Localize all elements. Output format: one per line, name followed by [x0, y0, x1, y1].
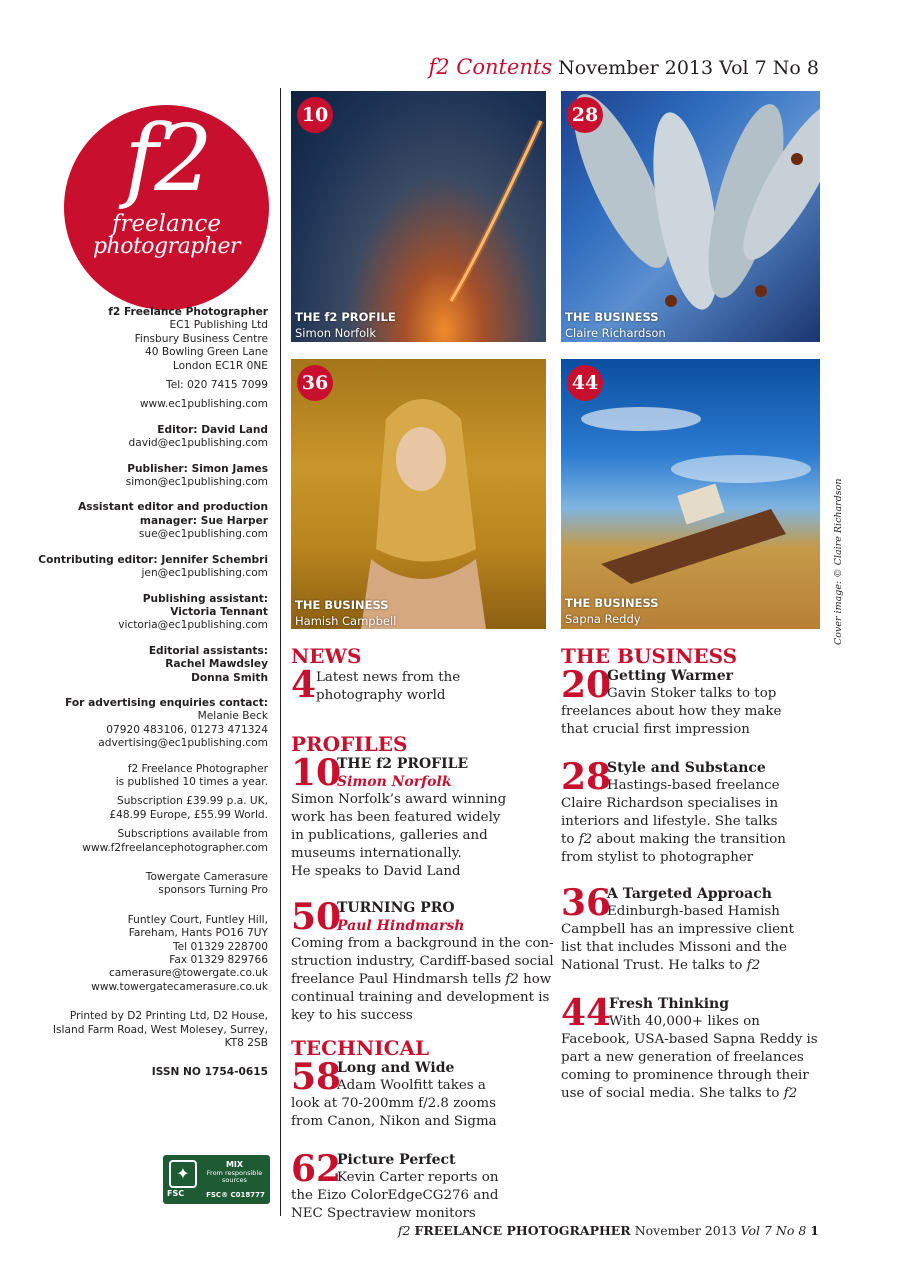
mh-line: EC1 Publishing Ltd — [169, 319, 268, 332]
mh-advertising-phone: 07920 483106, 01273 471324 — [106, 723, 268, 736]
mh-editorial-name: Donna Smith — [191, 671, 268, 684]
tile-hamish-campbell[interactable] — [291, 359, 546, 629]
page-footer — [398, 1223, 819, 1238]
entry-text: National Trust. He talks to — [561, 958, 747, 973]
mh-pub-assistant-email[interactable]: victoria@ec1publishing.com — [118, 619, 268, 632]
entry-fresh-thinking[interactable] — [561, 992, 823, 1103]
issue-label: November 2013 Vol 7 No 8 — [558, 57, 819, 79]
cover-credit: Cover image: © Claire Richardson — [833, 478, 844, 645]
entry-text: key to his success — [291, 1008, 413, 1023]
entry-text: Facebook, USA-based Sapna Reddy is — [561, 1032, 818, 1047]
entry-text: that crucial first impression — [561, 722, 750, 737]
footer-title: FREELANCE PHOTOGRAPHER — [414, 1223, 631, 1238]
mh-sponsor: sponsors Turning Pro — [158, 884, 268, 897]
entry-text: Simon Norfolk’s award winning — [291, 792, 507, 807]
entry-text: freelance Paul Hindmarsh tells — [291, 972, 506, 987]
mh-contributing-email[interactable]: jen@ec1publishing.com — [141, 567, 268, 580]
entry-text: struction industry, Cardiff-based social — [291, 954, 554, 969]
entry-profile[interactable] — [291, 752, 551, 881]
fish-image — [561, 91, 820, 342]
mh-printer: Island Farm Road, West Molesey, Surrey, — [52, 1023, 268, 1036]
entry-news[interactable] — [291, 664, 551, 707]
entry-text: With 40,000+ likes on — [609, 1014, 760, 1029]
entry-text: interiors and lifestyle. She talks — [561, 814, 778, 829]
mh-tel: Tel: 020 7415 7099 — [166, 379, 268, 392]
f2-italic: f2 — [578, 832, 593, 847]
entry-text: Coming from a background in the con- — [291, 936, 554, 951]
entry-text: Kevin Carter reports on — [337, 1170, 499, 1185]
mh-sponsor-address: Fareham, Hants PO16 7UY — [128, 927, 268, 940]
mh-subs-web: Subscriptions available from — [117, 828, 268, 841]
mh-printer: KT8 2SB — [224, 1037, 268, 1050]
mh-frequency: f2 Freelance Photographer — [127, 762, 268, 775]
entry-text: freelances about how they make — [561, 704, 782, 719]
section-title-technical: TECHNICAL — [291, 1036, 430, 1060]
entry-number: 10 — [291, 752, 342, 794]
entry-text: Edinburgh-based Hamish — [607, 904, 780, 919]
entry-text: look at 70-200mm f/2.8 zooms — [291, 1096, 496, 1111]
entry-text: Campbell has an impressive client — [561, 922, 795, 937]
tile-claire-richardson[interactable] — [561, 91, 820, 342]
entry-text: He speaks to David Land — [291, 864, 461, 879]
entry-targeted-approach[interactable] — [561, 882, 823, 975]
f2-logo — [64, 105, 269, 310]
f2-italic: f2 — [746, 958, 761, 973]
footer-date: November 2013 — [634, 1223, 737, 1238]
contents-label: f2 Contents — [428, 55, 553, 79]
mh-subscriptions: Subscription £39.99 p.a. UK, — [116, 795, 268, 808]
entry-title: Fresh Thinking — [609, 996, 729, 1012]
entry-title: Getting Warmer — [607, 668, 734, 684]
mh-advertising-name: Melanie Beck — [197, 710, 268, 723]
entry-number: 36 — [561, 882, 612, 924]
page-number-badge: 10 — [297, 97, 333, 133]
mh-sponsor-fax: Fax 01329 829766 — [169, 954, 268, 967]
mh-frequency: is published 10 times a year. — [115, 775, 268, 788]
mh-publisher: Publisher: Simon James — [127, 462, 268, 475]
fsc-from: From responsible sources — [206, 1169, 263, 1184]
mh-printer: Printed by D2 Printing Ltd, D2 House, — [69, 1010, 268, 1023]
entry-number: 44 — [561, 992, 612, 1034]
entry-turning-pro[interactable] — [291, 896, 554, 1025]
entry-text: to — [561, 832, 579, 847]
fsc-tree-icon: ✦ — [169, 1160, 197, 1188]
page-header — [428, 55, 819, 79]
footer-f2: f2 — [397, 1223, 411, 1238]
entry-text: from stylist to photographer — [561, 850, 754, 865]
entry-picture-perfect[interactable] — [291, 1148, 551, 1223]
entry-number: 50 — [291, 896, 342, 938]
mh-assistant-editor-email[interactable]: sue@ec1publishing.com — [138, 528, 268, 541]
section-title-news: NEWS — [291, 644, 362, 668]
mh-editor: Editor: David Land — [157, 423, 268, 436]
page-number-badge: 44 — [567, 365, 603, 401]
mh-sponsor: Towergate Camerasure — [145, 871, 268, 883]
mh-sponsor-tel: Tel 01329 228700 — [172, 940, 268, 953]
entry-title: Style and Substance — [607, 760, 766, 776]
entry-title: A Targeted Approach — [607, 886, 772, 902]
tile-name: Hamish Campbell — [295, 614, 397, 628]
f2-italic: f2 — [783, 1086, 798, 1101]
entry-getting-warmer[interactable] — [561, 664, 823, 739]
column-divider — [280, 88, 281, 1216]
page-number-badge: 28 — [567, 97, 603, 133]
entry-text: Latest news from the — [316, 670, 461, 685]
fsc-badge — [163, 1155, 270, 1204]
entry-number: 20 — [561, 664, 612, 706]
entry-text: coming to prominence through their — [561, 1068, 809, 1083]
f2-italic: f2 — [505, 972, 519, 987]
entry-text: how — [518, 972, 552, 987]
fsc-code: FSC® C018777 — [206, 1191, 265, 1199]
entry-text: list that includes Missoni and the — [561, 940, 787, 955]
mh-pub-assistant-name: Victoria Tennant — [170, 605, 268, 618]
mh-sponsor-email[interactable]: camerasure@towergate.co.uk — [108, 967, 268, 980]
tile-name: Claire Richardson — [565, 326, 666, 340]
mh-advertising-email[interactable]: advertising@ec1publishing.com — [98, 737, 268, 750]
entry-title: THE f2 PROFILE — [337, 756, 469, 772]
entry-text: work has been featured widely — [291, 810, 501, 825]
mh-pub-assistant: Publishing assistant: — [142, 592, 268, 605]
tile-section: THE BUSINESS — [565, 310, 659, 324]
entry-number: 4 — [291, 664, 317, 706]
entry-text: part a new generation of freelances — [561, 1050, 804, 1065]
section-title-profiles: PROFILES — [291, 732, 408, 756]
mh-advertising: For advertising enquiries contact: — [65, 696, 268, 709]
mh-sponsor-web[interactable]: www.towergatecamerasure.co.uk — [91, 980, 268, 993]
entry-text: Claire Richardson specialises in — [561, 796, 779, 811]
logo-line1: freelance — [111, 211, 222, 237]
entry-text: NEC Spectraview monitors — [291, 1206, 476, 1221]
entry-title: Long and Wide — [337, 1060, 455, 1076]
mh-web[interactable]: www.ec1publishing.com — [139, 398, 268, 411]
entry-title: TURNING PRO — [337, 900, 455, 916]
entry-number: 62 — [291, 1148, 342, 1190]
page-number-badge: 36 — [297, 365, 333, 401]
section-title-business: THE BUSINESS — [561, 644, 738, 668]
entry-number: 58 — [291, 1056, 342, 1098]
fsc-label: FSC — [167, 1189, 185, 1198]
mh-line: f2 Freelance Photographer — [108, 306, 268, 318]
entry-text: Gavin Stoker talks to top — [607, 686, 777, 701]
mh-line: 40 Bowling Green Lane — [144, 346, 268, 359]
entry-number: 28 — [561, 756, 612, 798]
entry-text: Hastings-based freelance — [607, 778, 780, 793]
entry-text: in publications, galleries and — [291, 828, 488, 843]
left-column — [291, 644, 554, 1223]
entry-text: photography world — [316, 688, 446, 703]
tile-name: Sapna Reddy — [565, 612, 641, 626]
boat-image — [561, 359, 820, 629]
footer-page: 1 — [810, 1223, 819, 1238]
fsc-mix: MIX — [225, 1160, 244, 1169]
mh-contributing: Contributing editor: Jennifer Schembri — [38, 553, 268, 566]
mh-subs-web-url[interactable]: www.f2freelancephotographer.com — [82, 841, 268, 854]
entry-text: use of social media. She talks to — [561, 1086, 784, 1101]
mh-editorial-name: Rachel Mawdsley — [165, 658, 268, 671]
masthead — [30, 306, 268, 1092]
mh-editorial: Editorial assistants: — [148, 644, 268, 657]
entry-name: Simon Norfolk — [337, 774, 452, 790]
entry-text: from Canon, Nikon and Sigma — [291, 1114, 497, 1129]
tile-section: THE BUSINESS — [565, 596, 659, 610]
mh-line: London EC1R 0NE — [172, 359, 268, 372]
entry-name: Paul Hindmarsh — [337, 918, 465, 934]
entry-text: Adam Woolfitt takes a — [337, 1078, 486, 1093]
mh-subscriptions: £48.99 Europe, £55.99 World. — [109, 808, 268, 821]
mh-line: Finsbury Business Centre — [134, 332, 268, 345]
entry-text: about making the transition — [592, 832, 786, 847]
mh-issn: ISSN NO 1754-0615 — [151, 1066, 268, 1079]
logo-line2: photographer — [92, 234, 241, 259]
rocket-trail-image — [291, 91, 546, 342]
mh-publisher-email[interactable]: simon@ec1publishing.com — [125, 476, 268, 489]
entry-text: continual training and development is — [291, 990, 550, 1005]
tile-section: THE BUSINESS — [295, 598, 389, 612]
right-column — [561, 645, 823, 1103]
portrait-image — [291, 359, 546, 629]
entry-title: Picture Perfect — [337, 1152, 456, 1168]
entry-style-and-substance[interactable] — [561, 756, 823, 867]
tile-simon-norfolk[interactable] — [291, 91, 546, 342]
tile-name: Simon Norfolk — [295, 326, 376, 340]
tile-section: THE f2 PROFILE — [295, 310, 396, 324]
entry-text: the Eizo ColorEdgeCG276 and — [291, 1188, 499, 1203]
mh-editor-email[interactable]: david@ec1publishing.com — [128, 437, 268, 450]
footer-vol: Vol 7 No 8 — [740, 1223, 807, 1238]
mh-sponsor-address: Funtley Court, Funtley Hill, — [127, 913, 268, 926]
entry-text: museums internationally. — [291, 846, 462, 861]
tile-sapna-reddy[interactable] — [561, 359, 820, 629]
entry-long-and-wide[interactable] — [291, 1056, 551, 1131]
mh-assistant-editor-name: manager: Sue Harper — [139, 514, 268, 527]
logo-mark: f2 — [124, 105, 209, 212]
mh-assistant-editor: Assistant editor and production — [78, 501, 268, 514]
